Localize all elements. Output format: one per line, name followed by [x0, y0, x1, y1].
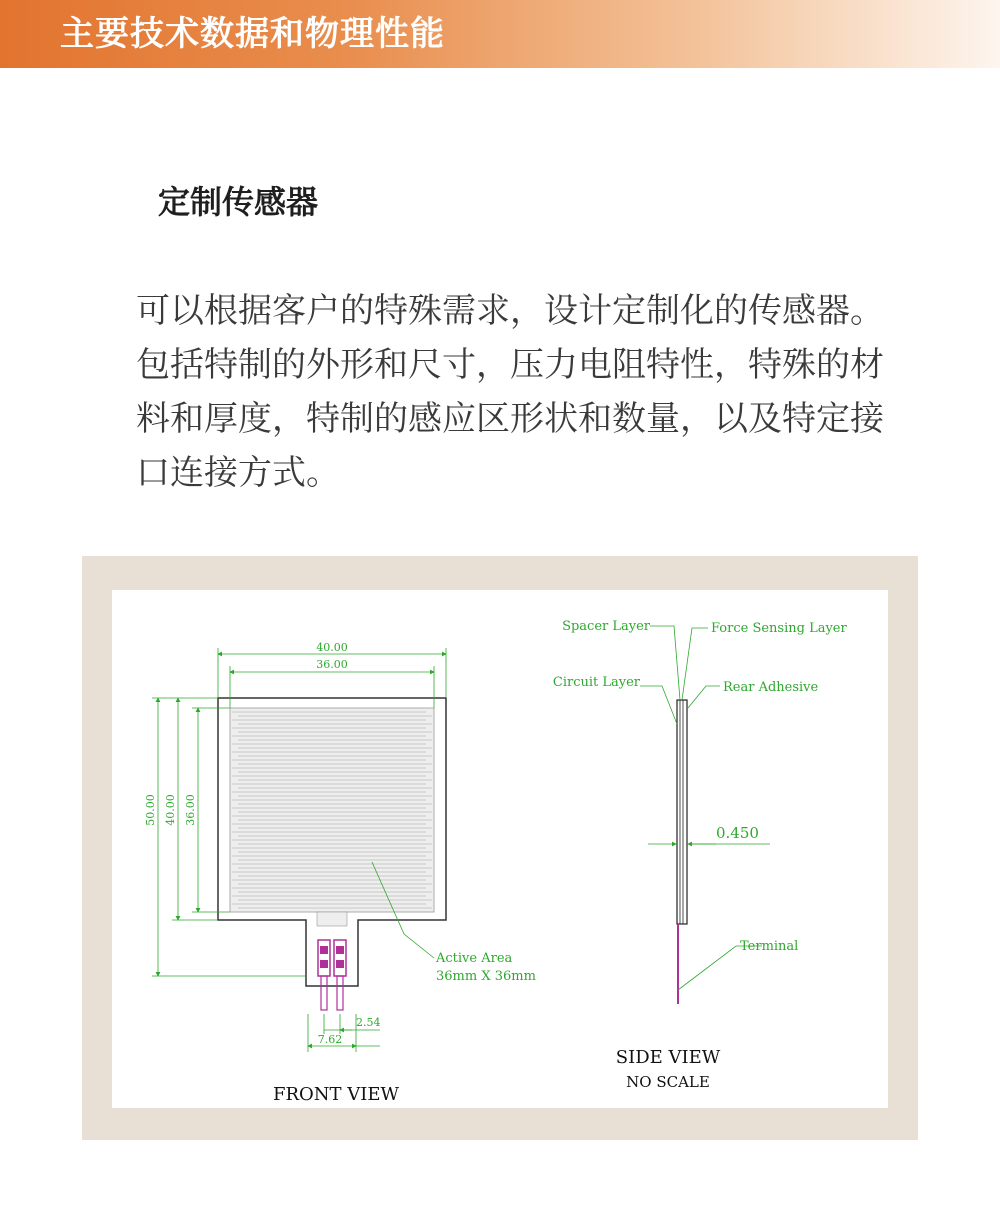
dim-pin-span: 7.62	[317, 1033, 343, 1046]
spacer-layer-label: Spacer Layer	[562, 619, 650, 634]
section-title: 定制传感器	[158, 183, 319, 221]
sensor-layers	[677, 700, 687, 924]
tail-trace	[317, 912, 347, 926]
technical-drawing	[112, 590, 888, 1108]
dim-total-width: 40.00	[316, 641, 348, 654]
circuit-layer-label: Circuit Layer	[552, 675, 640, 690]
terminal-label: Terminal	[740, 939, 799, 954]
active-area	[230, 708, 434, 912]
side-view	[553, 619, 848, 1091]
thickness-label: 0.450	[716, 824, 759, 842]
drawing-frame	[82, 556, 918, 1140]
active-area-size: 36mm X 36mm	[436, 969, 536, 984]
dim-pin-pitch: 2.54	[356, 1016, 381, 1029]
drawing-canvas	[112, 590, 888, 1108]
header-bar	[0, 0, 1000, 68]
dim-body-height: 40.00	[164, 794, 177, 826]
front-view	[144, 641, 536, 1105]
dim-active-width: 36.00	[316, 658, 348, 671]
side-view-label: SIDE VIEW	[615, 1047, 721, 1068]
scale-note: NO SCALE	[626, 1073, 710, 1091]
dim-active-height: 36.00	[184, 794, 197, 826]
rear-adhesive-label: Rear Adhesive	[723, 680, 819, 695]
active-area-label: Active Area	[436, 951, 513, 966]
section-description: 可以根据客户的特殊需求，设计定制化的传感器。包括特制的外形和尺寸，压力电阻特性，特殊的材料和厚度，特制的感应区形状和数量，以及特定接口连接方式。	[136, 291, 884, 493]
front-view-label: FRONT VIEW	[272, 1084, 400, 1105]
force-sensing-layer-label: Force Sensing Layer	[711, 621, 847, 636]
dim-total-height: 50.00	[144, 794, 157, 826]
page-title: 主要技术数据和物理性能	[60, 14, 445, 54]
